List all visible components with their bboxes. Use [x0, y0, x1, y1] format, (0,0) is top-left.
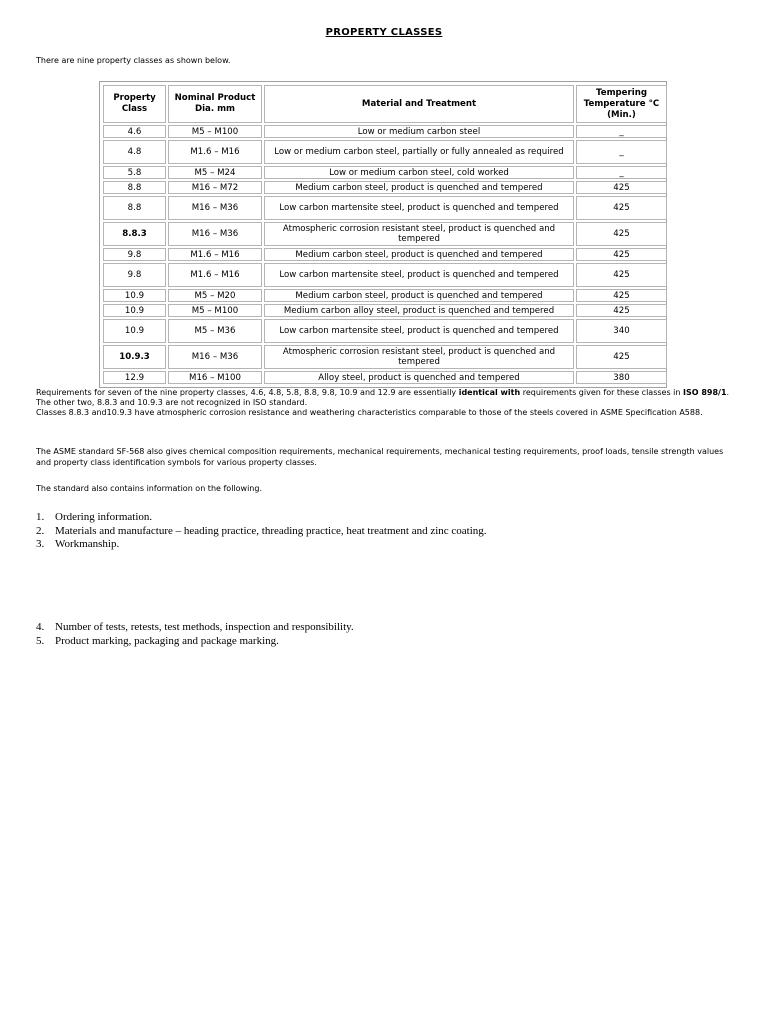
list-number: 1.: [36, 511, 45, 523]
list-number: 2.: [36, 524, 45, 537]
table-row: [103, 125, 667, 138]
cell-dia: M16 – M36: [168, 196, 262, 220]
list-item: [36, 511, 487, 525]
requirements-text: requirements given for these classes in: [520, 388, 684, 397]
cell-dia: M16 – M36: [168, 345, 262, 369]
cell-temp: 425: [576, 181, 667, 194]
header-nominal-dia: Nominal Product Dia. mm: [168, 85, 262, 123]
cell-class: 10.9: [103, 289, 166, 302]
cell-temp: _: [576, 140, 667, 164]
cell-dia: M1.6 – M16: [168, 248, 262, 261]
table-header-row: [103, 85, 667, 123]
table-row: [103, 289, 667, 302]
list-number: 5.: [36, 634, 45, 647]
list-text: Number of tests, retests, test methods, inspection and responsibility.: [55, 621, 354, 633]
table-row: [103, 140, 667, 164]
requirements-text: . The other two, 8.8.3 and 10.9.3 are not recognized in ISO standard.: [36, 388, 730, 407]
corrosion-text: Classes 8.8.3 and10.9.3 have atmospheric corrosion resistance and weathering characteristics comparable to those of the steels covered in ASME Specification A588.: [36, 408, 703, 417]
table-row: [103, 371, 667, 384]
cell-class: 10.9: [103, 304, 166, 317]
list-text: Ordering information.: [55, 511, 153, 523]
cell-class: 5.8: [103, 166, 166, 179]
cell-dia: M5 – M24: [168, 166, 262, 179]
requirements-emphasis: identical with: [458, 388, 521, 397]
cell-material: Low carbon martensite steel, product is quenched and tempered: [264, 196, 574, 220]
list-item: [36, 538, 487, 552]
table-row: [103, 248, 667, 261]
property-class-table-frame: [99, 81, 667, 388]
table-row: [103, 263, 667, 287]
table-row: [103, 166, 667, 179]
cell-material: Low carbon martensite steel, product is quenched and tempered: [264, 263, 574, 287]
cell-temp: 425: [576, 196, 667, 220]
list-text: Materials and manufacture – heading practice, threading practice, heat treatment and zinc coating.: [55, 524, 487, 537]
table-row: [103, 304, 667, 317]
header-material: Material and Treatment: [264, 85, 574, 123]
table-row: [103, 181, 667, 194]
cell-dia: M16 – M72: [168, 181, 262, 194]
cell-dia: M5 – M36: [168, 319, 262, 343]
cell-class: 8.8.3: [103, 222, 166, 246]
cell-material: Low or medium carbon steel, cold worked: [264, 166, 574, 179]
cell-temp: 425: [576, 289, 667, 302]
cell-temp: 425: [576, 263, 667, 287]
cell-temp: 340: [576, 319, 667, 343]
header-property-class: Property Class: [103, 85, 166, 123]
cell-material: Atmospheric corrosion resistant steel, product is quenched and tempered: [264, 222, 574, 246]
cell-temp: 425: [576, 304, 667, 317]
cell-class: 9.8: [103, 248, 166, 261]
list-number: 4.: [36, 621, 45, 633]
cell-material: Alloy steel, product is quenched and tempered: [264, 371, 574, 384]
cell-temp: 380: [576, 371, 667, 384]
table-row: [103, 319, 667, 343]
cell-dia: M5 – M20: [168, 289, 262, 302]
intro-text: There are nine property classes as shown below.: [36, 56, 231, 65]
cell-material: Medium carbon steel, product is quenched and tempered: [264, 248, 574, 261]
cell-dia: M16 – M100: [168, 371, 262, 384]
cell-dia: M1.6 – M16: [168, 140, 262, 164]
cell-temp: _: [576, 125, 667, 138]
cell-material: Low or medium carbon steel, partially or fully annealed as required: [264, 140, 574, 164]
cell-dia: M1.6 – M16: [168, 263, 262, 287]
cell-material: Medium carbon steel, product is quenched and tempered: [264, 181, 574, 194]
table-row: [103, 196, 667, 220]
cell-temp: _: [576, 166, 667, 179]
cell-material: Medium carbon alloy steel, product is quenched and tempered: [264, 304, 574, 317]
table-row: [103, 345, 667, 369]
list-item: [36, 635, 354, 649]
asme-paragraph: The ASME standard SF-568 also gives chemical composition requirements, mechanical requirements, mechanical testing requirements, proof loads, tensile strength values and property class identification symbols for various property classes.: [36, 447, 724, 467]
cell-class: 10.9.3: [103, 345, 166, 369]
cell-temp: 425: [576, 248, 667, 261]
cell-material: Atmospheric corrosion resistant steel, product is quenched and tempered: [264, 345, 574, 369]
cell-dia: M5 – M100: [168, 125, 262, 138]
property-class-table: [101, 83, 669, 386]
cell-material: Low carbon martensite steel, product is quenched and tempered: [264, 319, 574, 343]
cell-dia: M5 – M100: [168, 304, 262, 317]
list-item: [36, 525, 487, 539]
information-list-continued: [36, 621, 354, 648]
cell-class: 8.8: [103, 196, 166, 220]
table-row: [103, 222, 667, 246]
cell-class: 8.8: [103, 181, 166, 194]
list-text: Product marking, packaging and package marking.: [55, 634, 279, 647]
cell-class: 12.9: [103, 371, 166, 384]
cell-temp: 425: [576, 222, 667, 246]
cell-material: Low or medium carbon steel: [264, 125, 574, 138]
information-list: [36, 511, 487, 552]
list-text: Workmanship.: [55, 538, 120, 550]
list-number: 3.: [36, 538, 45, 550]
iso-reference: ISO 898/1: [683, 388, 727, 397]
cell-class: 10.9: [103, 319, 166, 343]
cell-class: 9.8: [103, 263, 166, 287]
cell-temp: 425: [576, 345, 667, 369]
list-item: [36, 621, 354, 635]
requirements-paragraph: [36, 388, 736, 418]
cell-class: 4.6: [103, 125, 166, 138]
cell-class: 4.8: [103, 140, 166, 164]
cell-material: Medium carbon steel, product is quenched and tempered: [264, 289, 574, 302]
page-title: PROPERTY CLASSES: [325, 27, 443, 38]
cell-dia: M16 – M36: [168, 222, 262, 246]
header-tempering: Tempering Temperature °C (Min.): [576, 85, 667, 123]
requirements-text: Requirements for seven of the nine property classes, 4.6, 4.8, 5.8, 8.8, 9.8, 10.9 and 12.9 are essentially: [36, 388, 459, 397]
contains-text: The standard also contains information on the following.: [36, 484, 262, 493]
